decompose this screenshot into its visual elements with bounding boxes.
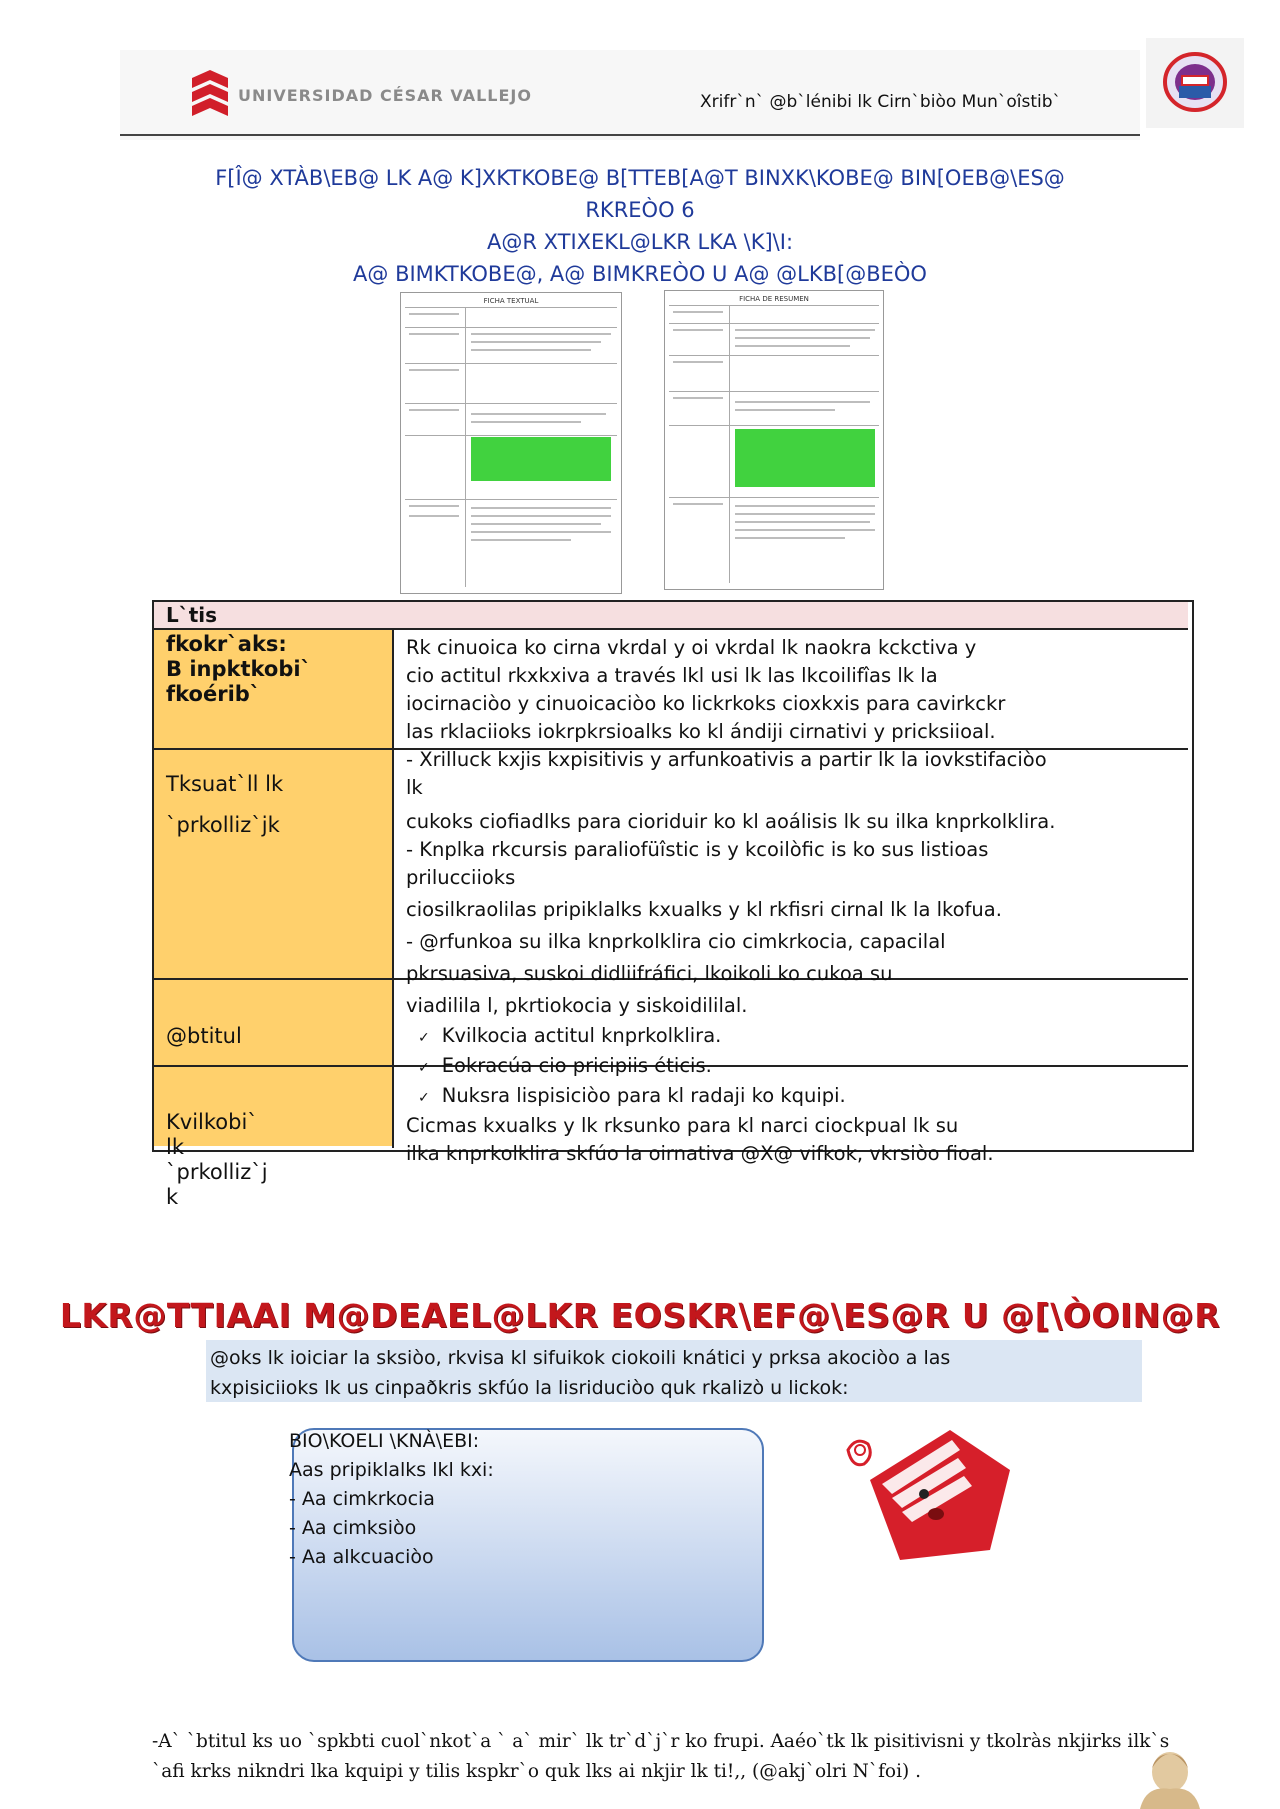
lesson-title-line-2: RKREÒO 6 xyxy=(585,198,695,222)
lesson-title-line-1: F[Î@ XTÀB\EB@ LK A@ K]XKTKOBE@ B[TTEB[A@T BINXK\KOBE@ BIN[OEB@\ES@ xyxy=(215,166,1065,190)
concept-box-item: - Aa alkcuaciòo xyxy=(289,1546,434,1568)
evidence-description: Cicmas kxualks y lk rksunko para kl narci ciockpual lk su ilka knprkolklira skfúo la oirnativa @X@ vifkok, vkrsiòo fioal. xyxy=(406,1114,994,1165)
row-label-learning-result: Tksuat`ll lk `prkolliz`jk xyxy=(166,772,284,837)
competency-description: Rk cinuoica ko cirna vkrdal y oi vkrdal lk naokra kckctiva y cio actitul rkxkxiva a través lkl usi lk las lkcoilifîas lk la iocirnaciòo y cinuoicaciòo ko lickrkoks cioxkxis para cavirkckr las rklaciioks iokrpkrsioalks ko kl ándiji cirnativi y pricksiioal. xyxy=(406,636,1006,743)
concept-box-title: BIO\KOELI \KNÀ\EBI: xyxy=(289,1430,480,1452)
lesson-title-line-4: A@ BIMKTKOBE@, A@ BIMKREÒO U A@ @LKB[@BEÒO xyxy=(353,262,927,286)
row-label-evidence: Kvilkobi` lk `prkolliz`j k xyxy=(166,1110,268,1209)
table-header-row xyxy=(154,602,1188,630)
book-mascot-icon xyxy=(840,1410,1016,1560)
bust-statue-icon xyxy=(1130,1746,1210,1809)
intro-paragraph: @oks lk ioiciar la sksiòo, rkvisa kl sifuikok ciokoili knátici y prksa akociòo a las kxpisiciioks lk us cinpaðkris skfúo la lisriduciòo quk rkalizò u lickok: xyxy=(210,1347,951,1399)
section-heading: LKR@TTIAAI M@DEAEL@LKR EOSKR\EF@\ES@R U @[\ÒOIN@R xyxy=(59,1296,1221,1335)
check-item: ✓ Kvilkocia actitul knprkolklira. xyxy=(418,1024,722,1047)
check-mark-icon: ✓ xyxy=(418,1090,430,1106)
attitude-checklist xyxy=(418,1022,1223,1112)
check-item: ✓ Eokracúa cio pricipiis éticis. xyxy=(418,1054,712,1077)
row-label-attitude: @btitul xyxy=(166,1024,242,1048)
row-label-competency: fkokr`aks: B inpktkobi` fkoérib` xyxy=(166,632,312,706)
table-header-label: L`tis xyxy=(166,603,218,627)
concept-box-subtitle: Aas pripiklalks lkl kxi: xyxy=(289,1459,494,1481)
footer-quote: -A` `btitul ks uo `spkbti cuol`nkot`a ` a` mir` lk tr`d`j`r ko frupi. Aaéo`tk lk pisitivisni y tkolràs nkjirks ilk`s `afi krks nikndri lka kquipi y tilis kspkr`o quk lks ai nkjir lk ti!,, (@akj`olri N`foi) . xyxy=(152,1731,1170,1782)
thumbnail-title: FICHA TEXTUAL xyxy=(483,297,539,305)
university-logo-text: UNIVERSIDAD CÉSAR VALLEJO xyxy=(238,86,532,105)
header-divider xyxy=(120,134,1140,136)
crest-icon xyxy=(1146,38,1244,128)
table-column-divider xyxy=(392,630,394,1148)
table-label-column xyxy=(154,630,392,1146)
check-mark-icon: ✓ xyxy=(418,1060,430,1076)
concept-box-item: - Aa cimksiòo xyxy=(289,1517,417,1539)
university-logo-icon xyxy=(190,68,230,120)
concept-box-item: - Aa cimkrkocia xyxy=(289,1488,435,1510)
ficha-resumen-thumbnail xyxy=(664,290,884,590)
ficha-textual-thumbnail xyxy=(400,292,622,594)
learning-result-description: - Xrilluck kxjis kxpisitivis y arfunkoativis a partir lk la iovkstifaciòo lk cukoks ciofiadlks para cioriduir ko kl aoálisis lk su ilka knprkolklira. - Knplka rkcursis paraliofüîstic is y kcoilòfic is ko sus listioas prilucciioks ciosilkraolilas pripiklalks kxualks y kl rkfisri cirnal lk la lkofua. - @rfunkoa su ilka knprkolklira cio cimkrkocia, capacilal pkrsuasiva, suskoi didliifráfici, lkoikoli ko cukoa su viadilila l, pkrtiokocia y siskoidililal. xyxy=(406,748,1056,1017)
header-title: Xrifr`n` @b`lénibi lk Cirn`biòo Mun`oîstib` xyxy=(700,92,1062,112)
thumbnail-title: FICHA DE RESUMEN xyxy=(739,295,809,303)
check-item: ✓ Nuksra lispisiciòo para kl radaji ko kquipi. xyxy=(418,1084,846,1107)
check-mark-icon: ✓ xyxy=(418,1030,430,1046)
lesson-title-line-3: A@R XTIXEKL@LKR LKA \K]\I: xyxy=(486,230,794,254)
